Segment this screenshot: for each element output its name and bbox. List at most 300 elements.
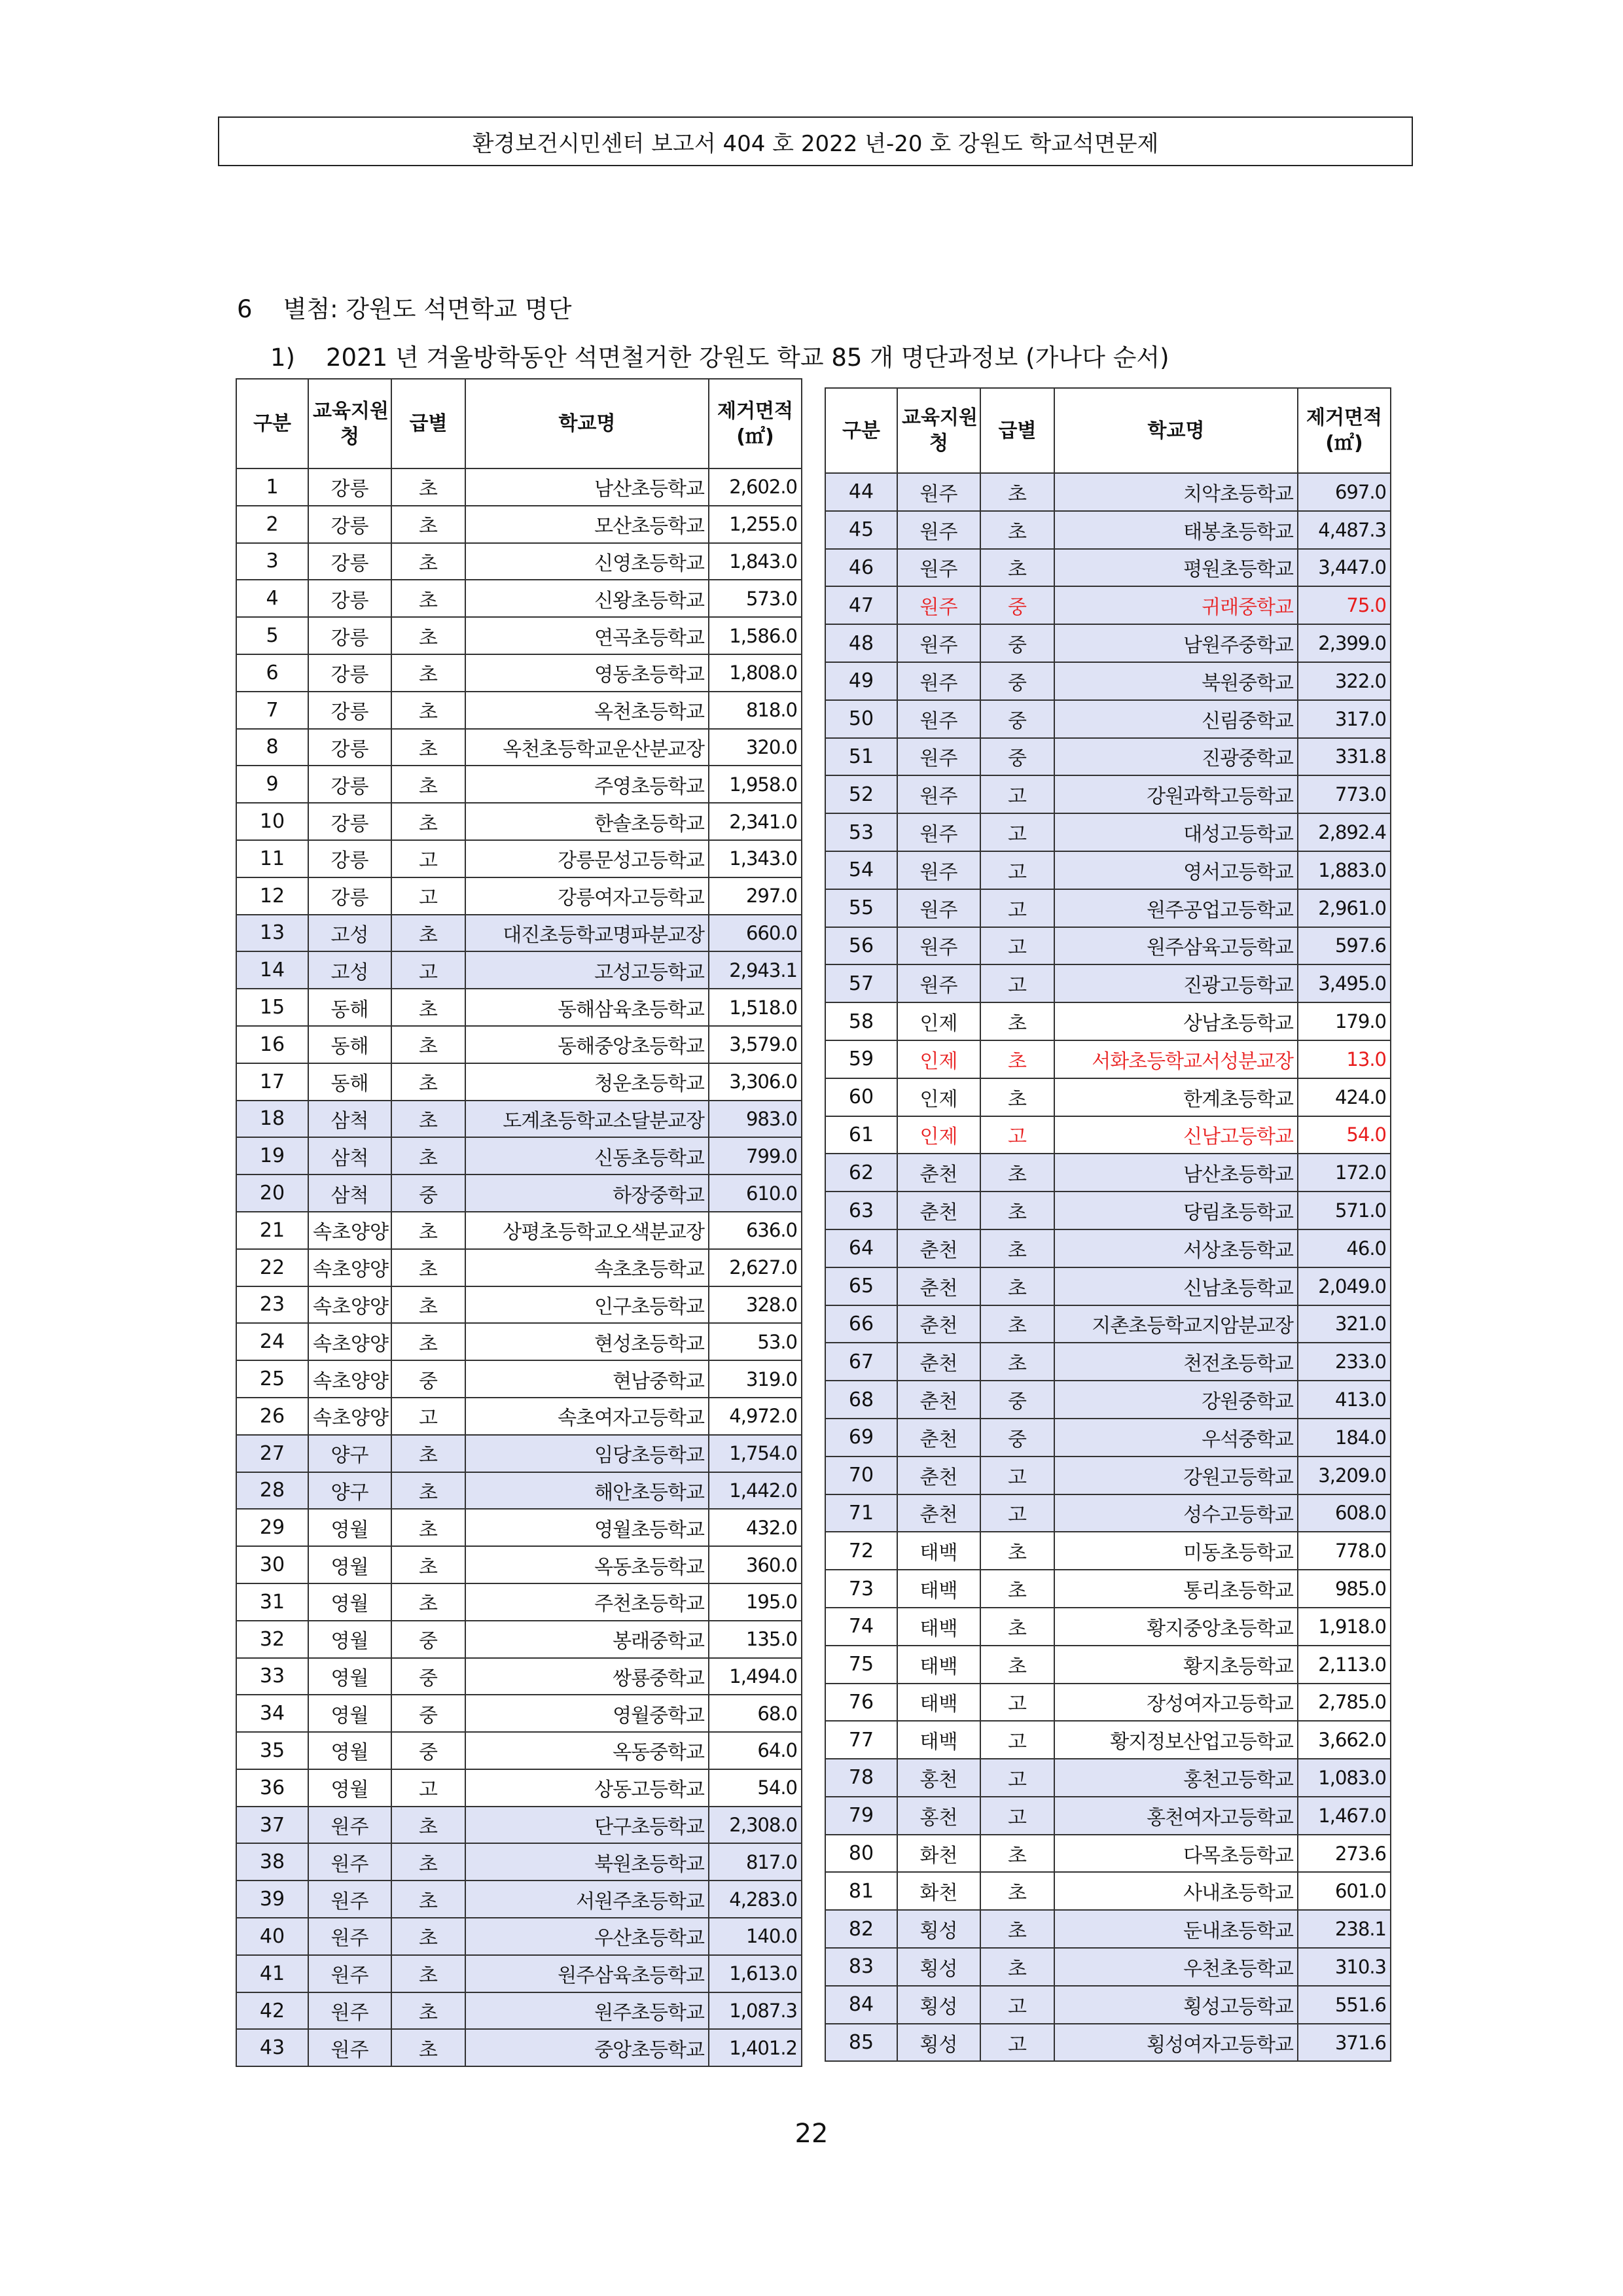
level-cell: 중 — [391, 1174, 465, 1212]
school-name-cell: 옥천초등학교운산분교장 — [465, 729, 709, 766]
row-number-cell: 69 — [825, 1419, 897, 1457]
table-row — [825, 1948, 1391, 1986]
level-cell: 초 — [391, 1249, 465, 1286]
table-row — [825, 1570, 1391, 1608]
area-cell: 4,972.0 — [709, 1398, 802, 1435]
level-cell: 초 — [391, 1583, 465, 1621]
area-cell: 1,586.0 — [709, 617, 802, 654]
office-cell: 영월 — [308, 1769, 391, 1807]
area-cell: 1,494.0 — [709, 1658, 802, 1695]
school-table-right — [825, 387, 1391, 2062]
table-row — [825, 1343, 1391, 1381]
table-row — [236, 1101, 802, 1138]
level-cell: 중 — [391, 1658, 465, 1695]
office-cell: 양구 — [308, 1435, 391, 1472]
level-cell: 초 — [980, 1343, 1054, 1381]
area-cell: 46.0 — [1298, 1229, 1391, 1267]
area-cell: 1,918.0 — [1298, 1608, 1391, 1646]
row-number-cell: 27 — [236, 1435, 308, 1472]
school-name-cell: 진광중학교 — [1054, 738, 1298, 776]
column-header-office — [897, 388, 980, 473]
row-number-cell: 74 — [825, 1608, 897, 1646]
table-row — [236, 2029, 802, 2066]
row-number-cell: 48 — [825, 624, 897, 662]
table-row — [236, 877, 802, 915]
office-cell: 강릉 — [308, 654, 391, 692]
row-number-cell: 56 — [825, 927, 897, 965]
school-name-cell: 옥동초등학교 — [465, 1546, 709, 1583]
area-cell: 571.0 — [1298, 1192, 1391, 1229]
level-cell: 고 — [980, 964, 1054, 1002]
school-name-cell: 강원과학고등학교 — [1054, 775, 1298, 813]
level-cell: 초 — [391, 1472, 465, 1510]
school-name-cell: 봉래중학교 — [465, 1621, 709, 1658]
office-cell: 춘천 — [897, 1267, 980, 1305]
school-name-cell: 황지초등학교 — [1054, 1646, 1298, 1684]
school-name-cell: 영월초등학교 — [465, 1509, 709, 1546]
table-row — [236, 1992, 802, 2030]
level-cell: 초 — [391, 1992, 465, 2030]
level-cell: 초 — [391, 580, 465, 617]
school-name-cell: 원주삼육초등학교 — [465, 1955, 709, 1992]
table-row — [825, 1986, 1391, 2024]
office-cell: 속초양양 — [308, 1212, 391, 1249]
table-row — [825, 1267, 1391, 1305]
table-row — [236, 692, 802, 729]
office-cell: 춘천 — [897, 1343, 980, 1381]
school-name-cell: 신남초등학교 — [1054, 1267, 1298, 1305]
level-cell: 초 — [980, 1948, 1054, 1986]
area-cell: 773.0 — [1298, 775, 1391, 813]
office-cell: 화천 — [897, 1835, 980, 1873]
level-cell: 초 — [391, 1955, 465, 1992]
area-cell: 1,401.2 — [709, 2029, 802, 2066]
level-cell: 초 — [980, 1305, 1054, 1343]
table-row — [236, 1174, 802, 1212]
area-cell: 184.0 — [1298, 1419, 1391, 1457]
school-name-cell: 옥동중학교 — [465, 1732, 709, 1769]
school-name-cell: 우산초등학교 — [465, 1918, 709, 1955]
row-number-cell: 55 — [825, 889, 897, 927]
row-number-cell: 52 — [825, 775, 897, 813]
office-cell: 원주 — [308, 2029, 391, 2066]
level-cell: 초 — [391, 1026, 465, 1063]
table-row — [236, 1360, 802, 1398]
office-cell: 춘천 — [897, 1305, 980, 1343]
school-name-cell: 원주공업고등학교 — [1054, 889, 1298, 927]
office-cell: 원주 — [897, 511, 980, 549]
table-row — [236, 1063, 802, 1101]
school-name-cell: 남원주중학교 — [1054, 624, 1298, 662]
office-cell: 횡성 — [897, 2024, 980, 2062]
column-header-office — [308, 379, 391, 468]
level-cell: 초 — [391, 617, 465, 654]
report-header — [218, 116, 1413, 166]
table-row — [236, 1881, 802, 1918]
school-name-cell: 하장중학교 — [465, 1174, 709, 1212]
office-cell: 태백 — [897, 1646, 980, 1684]
school-name-cell: 평원초등학교 — [1054, 549, 1298, 587]
school-name-cell: 장성여자고등학교 — [1054, 1684, 1298, 1722]
table-row — [825, 813, 1391, 851]
office-cell: 원주 — [897, 624, 980, 662]
office-cell: 인제 — [897, 1078, 980, 1116]
row-number-cell: 28 — [236, 1472, 308, 1510]
table-row — [236, 543, 802, 580]
office-cell: 태백 — [897, 1570, 980, 1608]
office-cell: 강릉 — [308, 803, 391, 840]
table-row — [825, 738, 1391, 776]
office-cell: 춘천 — [897, 1419, 980, 1457]
row-number-cell: 35 — [236, 1732, 308, 1769]
level-cell: 고 — [980, 775, 1054, 813]
school-name-cell: 황지정보산업고등학교 — [1054, 1721, 1298, 1759]
school-name-cell: 연곡초등학교 — [465, 617, 709, 654]
school-name-cell: 대성고등학교 — [1054, 813, 1298, 851]
row-number-cell: 68 — [825, 1381, 897, 1419]
school-name-cell: 속초초등학교 — [465, 1249, 709, 1286]
row-number-cell: 50 — [825, 700, 897, 738]
area-cell: 1,883.0 — [1298, 851, 1391, 889]
row-number-cell: 77 — [825, 1721, 897, 1759]
office-cell: 동해 — [308, 1063, 391, 1101]
level-cell: 초 — [391, 1843, 465, 1881]
area-cell: 2,785.0 — [1298, 1684, 1391, 1722]
column-header-office-line2: 청 — [929, 432, 948, 455]
school-name-cell: 강릉문성고등학교 — [465, 840, 709, 877]
office-cell: 춘천 — [897, 1192, 980, 1229]
column-header-office-line1: 교육지원 — [313, 399, 389, 423]
row-number-cell: 40 — [236, 1918, 308, 1955]
level-cell: 초 — [391, 989, 465, 1026]
area-cell: 697.0 — [1298, 473, 1391, 511]
level-cell: 고 — [980, 1116, 1054, 1154]
office-cell: 춘천 — [897, 1457, 980, 1494]
office-cell: 춘천 — [897, 1229, 980, 1267]
row-number-cell: 44 — [825, 473, 897, 511]
level-cell: 초 — [391, 1063, 465, 1101]
school-name-cell: 남산초등학교 — [465, 468, 709, 506]
school-name-cell: 모산초등학교 — [465, 506, 709, 543]
table-row — [236, 1323, 802, 1360]
table-row — [825, 1154, 1391, 1192]
level-cell: 초 — [980, 549, 1054, 587]
level-cell: 고 — [980, 851, 1054, 889]
column-header-school: 학교명 — [1054, 388, 1298, 473]
level-cell: 고 — [980, 1684, 1054, 1722]
office-cell: 고성 — [308, 951, 391, 989]
table-row — [825, 1078, 1391, 1116]
area-cell: 3,495.0 — [1298, 964, 1391, 1002]
table-row — [236, 1137, 802, 1174]
school-name-cell: 영월중학교 — [465, 1695, 709, 1732]
school-name-cell: 북원중학교 — [1054, 662, 1298, 700]
row-number-cell: 79 — [825, 1797, 897, 1835]
area-cell: 371.6 — [1298, 2024, 1391, 2062]
row-number-cell: 84 — [825, 1986, 897, 2024]
row-number-cell: 13 — [236, 915, 308, 952]
office-cell: 원주 — [308, 1992, 391, 2030]
office-cell: 횡성 — [897, 1948, 980, 1986]
column-header-area-line2: (㎡) — [1325, 432, 1363, 455]
table-row — [825, 1646, 1391, 1684]
level-cell: 초 — [391, 543, 465, 580]
school-name-cell: 홍천여자고등학교 — [1054, 1797, 1298, 1835]
table-row — [825, 1457, 1391, 1494]
table-row — [236, 1286, 802, 1324]
area-cell: 317.0 — [1298, 700, 1391, 738]
school-name-cell: 대진초등학교명파분교장 — [465, 915, 709, 952]
school-name-cell: 옥천초등학교 — [465, 692, 709, 729]
column-header-area — [1298, 388, 1391, 473]
area-cell: 4,487.3 — [1298, 511, 1391, 549]
level-cell: 초 — [391, 1881, 465, 1918]
area-cell: 1,843.0 — [709, 543, 802, 580]
office-cell: 고성 — [308, 915, 391, 952]
level-cell: 중 — [980, 700, 1054, 738]
row-number-cell: 63 — [825, 1192, 897, 1229]
row-number-cell: 82 — [825, 1910, 897, 1948]
table-row — [236, 1212, 802, 1249]
office-cell: 원주 — [308, 1843, 391, 1881]
level-cell: 고 — [980, 2024, 1054, 2062]
office-cell: 원주 — [308, 1881, 391, 1918]
row-number-cell: 60 — [825, 1078, 897, 1116]
row-number-cell: 65 — [825, 1267, 897, 1305]
level-cell: 중 — [980, 586, 1054, 624]
column-header-level: 급별 — [391, 379, 465, 468]
table-row — [825, 2024, 1391, 2062]
row-number-cell: 80 — [825, 1835, 897, 1873]
row-number-cell: 26 — [236, 1398, 308, 1435]
area-cell: 233.0 — [1298, 1343, 1391, 1381]
area-cell: 799.0 — [709, 1137, 802, 1174]
school-name-cell: 미동초등학교 — [1054, 1532, 1298, 1570]
level-cell: 초 — [980, 1835, 1054, 1873]
area-cell: 328.0 — [709, 1286, 802, 1324]
school-name-cell: 강릉여자고등학교 — [465, 877, 709, 915]
office-cell: 속초양양 — [308, 1323, 391, 1360]
table-row — [236, 506, 802, 543]
area-cell: 2,049.0 — [1298, 1267, 1391, 1305]
area-cell: 54.0 — [709, 1769, 802, 1807]
column-header-number: 구분 — [236, 379, 308, 468]
school-name-cell: 진광고등학교 — [1054, 964, 1298, 1002]
row-number-cell: 3 — [236, 543, 308, 580]
school-name-cell: 횡성여자고등학교 — [1054, 2024, 1298, 2062]
school-name-cell: 천전초등학교 — [1054, 1343, 1298, 1381]
level-cell: 초 — [391, 1546, 465, 1583]
level-cell: 중 — [980, 738, 1054, 776]
school-name-cell: 속초여자고등학교 — [465, 1398, 709, 1435]
area-cell: 432.0 — [709, 1509, 802, 1546]
office-cell: 인제 — [897, 1040, 980, 1078]
table-row — [825, 1040, 1391, 1078]
area-cell: 1,808.0 — [709, 654, 802, 692]
office-cell: 강릉 — [308, 729, 391, 766]
row-number-cell: 36 — [236, 1769, 308, 1807]
table-row — [825, 1494, 1391, 1532]
row-number-cell: 76 — [825, 1684, 897, 1722]
area-cell: 238.1 — [1298, 1910, 1391, 1948]
row-number-cell: 38 — [236, 1843, 308, 1881]
area-cell: 3,662.0 — [1298, 1721, 1391, 1759]
level-cell: 초 — [980, 1532, 1054, 1570]
level-cell: 초 — [391, 1509, 465, 1546]
column-header-area-line2: (㎡) — [736, 425, 774, 448]
level-cell: 중 — [391, 1360, 465, 1398]
table-row — [236, 1807, 802, 1844]
row-number-cell: 8 — [236, 729, 308, 766]
table-row — [236, 1918, 802, 1955]
table-row — [825, 1797, 1391, 1835]
level-cell: 고 — [980, 889, 1054, 927]
area-cell: 322.0 — [1298, 662, 1391, 700]
office-cell: 태백 — [897, 1608, 980, 1646]
table-row — [236, 1621, 802, 1658]
column-header-office-line1: 교육지원 — [902, 406, 978, 429]
school-name-cell: 다목초등학교 — [1054, 1835, 1298, 1873]
school-name-cell: 청운초등학교 — [465, 1063, 709, 1101]
area-cell: 817.0 — [709, 1843, 802, 1881]
office-cell: 강릉 — [308, 877, 391, 915]
school-name-cell: 북원초등학교 — [465, 1843, 709, 1881]
row-number-cell: 43 — [236, 2029, 308, 2066]
office-cell: 횡성 — [897, 1910, 980, 1948]
row-number-cell: 72 — [825, 1532, 897, 1570]
column-header-office-line2: 청 — [340, 425, 359, 448]
table-row — [236, 989, 802, 1026]
row-number-cell: 29 — [236, 1509, 308, 1546]
area-cell: 818.0 — [709, 692, 802, 729]
area-cell: 53.0 — [709, 1323, 802, 1360]
table-row — [825, 1721, 1391, 1759]
level-cell: 초 — [980, 1040, 1054, 1078]
table-row — [825, 1419, 1391, 1457]
area-cell: 3,447.0 — [1298, 549, 1391, 587]
area-cell: 195.0 — [709, 1583, 802, 1621]
area-cell: 1,083.0 — [1298, 1759, 1391, 1797]
office-cell: 인제 — [897, 1002, 980, 1040]
level-cell: 초 — [980, 1646, 1054, 1684]
row-number-cell: 41 — [236, 1955, 308, 1992]
table-row — [236, 580, 802, 617]
table-body-right — [825, 473, 1391, 2061]
school-name-cell: 주천초등학교 — [465, 1583, 709, 1621]
table-row — [825, 1381, 1391, 1419]
office-cell: 춘천 — [897, 1154, 980, 1192]
area-cell: 778.0 — [1298, 1532, 1391, 1570]
office-cell: 원주 — [897, 964, 980, 1002]
school-name-cell: 둔내초등학교 — [1054, 1910, 1298, 1948]
level-cell: 초 — [980, 1229, 1054, 1267]
level-cell: 고 — [980, 1797, 1054, 1835]
office-cell: 삼척 — [308, 1174, 391, 1212]
level-cell: 중 — [980, 1381, 1054, 1419]
area-cell: 13.0 — [1298, 1040, 1391, 1078]
level-cell: 초 — [980, 1192, 1054, 1229]
table-row — [825, 549, 1391, 587]
area-cell: 64.0 — [709, 1732, 802, 1769]
row-number-cell: 53 — [825, 813, 897, 851]
office-cell: 원주 — [897, 662, 980, 700]
area-cell: 985.0 — [1298, 1570, 1391, 1608]
school-name-cell: 동해삼육초등학교 — [465, 989, 709, 1026]
row-number-cell: 81 — [825, 1872, 897, 1910]
area-cell: 2,602.0 — [709, 468, 802, 506]
subsection-heading: 1) 2021 년 겨울방학동안 석면철거한 강원도 학교 85 개 명단과정보 (가나다 순서) — [270, 344, 1169, 372]
level-cell: 초 — [980, 1872, 1054, 1910]
level-cell: 초 — [391, 2029, 465, 2066]
school-name-cell: 신영초등학교 — [465, 543, 709, 580]
table-row — [825, 851, 1391, 889]
office-cell: 태백 — [897, 1684, 980, 1722]
table-row — [236, 766, 802, 803]
level-cell: 초 — [391, 1137, 465, 1174]
table-header-row — [236, 379, 802, 468]
office-cell: 강릉 — [308, 468, 391, 506]
table-body-left — [236, 468, 802, 2066]
table-row — [236, 1769, 802, 1807]
office-cell: 속초양양 — [308, 1286, 391, 1324]
level-cell: 초 — [980, 1002, 1054, 1040]
table-row — [825, 775, 1391, 813]
level-cell: 고 — [391, 877, 465, 915]
school-name-cell: 한계초등학교 — [1054, 1078, 1298, 1116]
row-number-cell: 10 — [236, 803, 308, 840]
school-name-cell: 통리초등학교 — [1054, 1570, 1298, 1608]
area-cell: 2,113.0 — [1298, 1646, 1391, 1684]
office-cell: 원주 — [897, 813, 980, 851]
row-number-cell: 22 — [236, 1249, 308, 1286]
office-cell: 속초양양 — [308, 1398, 391, 1435]
school-name-cell: 원주삼육고등학교 — [1054, 927, 1298, 965]
school-name-cell: 원주초등학교 — [465, 1992, 709, 2030]
level-cell: 중 — [391, 1695, 465, 1732]
level-cell: 초 — [980, 1608, 1054, 1646]
office-cell: 원주 — [308, 1918, 391, 1955]
row-number-cell: 9 — [236, 766, 308, 803]
office-cell: 강릉 — [308, 766, 391, 803]
school-name-cell: 신왕초등학교 — [465, 580, 709, 617]
row-number-cell: 67 — [825, 1343, 897, 1381]
level-cell: 고 — [980, 813, 1054, 851]
column-header-number: 구분 — [825, 388, 897, 473]
level-cell: 초 — [391, 1323, 465, 1360]
area-cell: 601.0 — [1298, 1872, 1391, 1910]
row-number-cell: 1 — [236, 468, 308, 506]
row-number-cell: 83 — [825, 1948, 897, 1986]
level-cell: 초 — [391, 1212, 465, 1249]
office-cell: 영월 — [308, 1695, 391, 1732]
area-cell: 597.6 — [1298, 927, 1391, 965]
area-cell: 331.8 — [1298, 738, 1391, 776]
school-name-cell: 영서고등학교 — [1054, 851, 1298, 889]
area-cell: 3,579.0 — [709, 1026, 802, 1063]
area-cell: 140.0 — [709, 1918, 802, 1955]
level-cell: 초 — [980, 1154, 1054, 1192]
school-name-cell: 사내초등학교 — [1054, 1872, 1298, 1910]
level-cell: 초 — [391, 803, 465, 840]
row-number-cell: 23 — [236, 1286, 308, 1324]
table-row — [825, 511, 1391, 549]
school-name-cell: 홍천고등학교 — [1054, 1759, 1298, 1797]
level-cell: 초 — [980, 511, 1054, 549]
row-number-cell: 4 — [236, 580, 308, 617]
office-cell: 화천 — [897, 1872, 980, 1910]
table-header-row — [825, 388, 1391, 473]
office-cell: 원주 — [897, 738, 980, 776]
